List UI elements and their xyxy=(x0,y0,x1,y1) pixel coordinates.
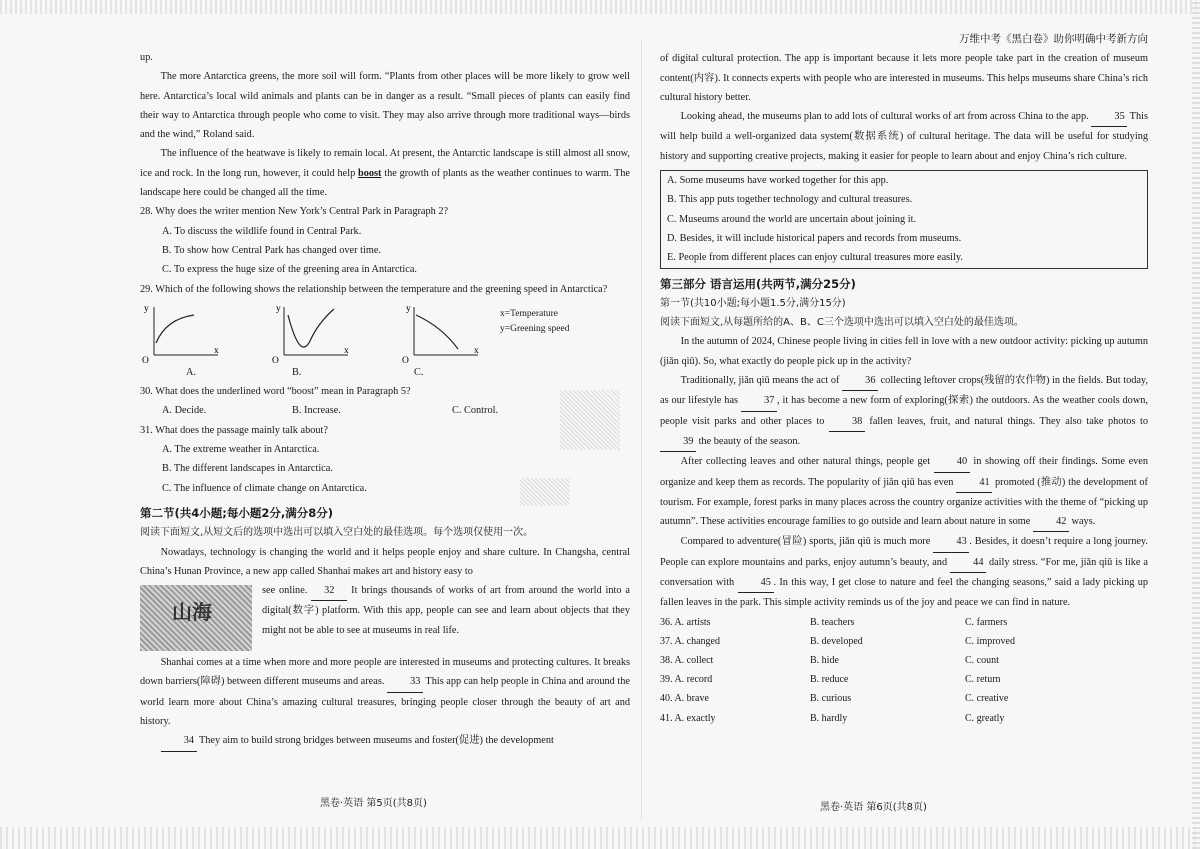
option: C. The influence of climate change on Antarctica. xyxy=(162,482,367,494)
text: The influence of the heatwave is likely to remain local. At present, the Antarctic landscape is still almost all snow, ice and rock. In the long run, however, it could help xyxy=(140,148,631,179)
blank-43: 43 xyxy=(933,532,969,552)
text: , it has become a new form of exploring(探索) the outdoors. As the weather cools down, people visit parks and other places to xyxy=(660,395,1148,427)
legend-y: y=Greening speed xyxy=(500,323,570,334)
text: . In this way, I get close to nature and feel the changing seasons,” said a lady picking up fallen leaves in the park. This simple activity reminds us of the joy and peace we can find in nature. xyxy=(660,577,1148,609)
text: ways. xyxy=(1068,516,1096,528)
graph-b xyxy=(260,301,380,363)
blank-32: 32 xyxy=(311,581,347,601)
scan-edge-top xyxy=(0,0,1200,14)
right-page xyxy=(660,30,1148,728)
blank-33: 33 xyxy=(387,672,423,692)
paragraph xyxy=(140,653,630,731)
graph-c xyxy=(380,301,500,363)
x-axis-label: x xyxy=(474,345,479,356)
choice: B. reduce xyxy=(810,674,849,686)
question-29: 29. Which of the following shows the relationship between the temperature and the greening speed in Antarctica? xyxy=(140,283,608,295)
section-2-title: 第二节(共4小题;每小题2分,满分8分) xyxy=(140,505,333,520)
box-option-e: E. People from different places can enjoy cultural treasures more easily. xyxy=(667,252,963,264)
origin-label: O xyxy=(402,355,409,363)
text: in showing off their findings. Some even organize and keep them as records. The popularity of jiǎn qiū has even xyxy=(660,456,1149,488)
paragraph: Nowadays, technology is changing the world and it helps people enjoy and share culture. In Changsha, central China’s Hunan Province, a new app called Shanhai makes art and history easy to xyxy=(140,546,630,577)
text: Looking ahead, the museums plan to add lots of cultural works of art from across China to the app. xyxy=(680,111,1092,123)
y-axis-label: y xyxy=(406,303,411,314)
section-2-instructions: 阅读下面短文,从短文后的选项中选出可以填入空白处的最佳选项。每个选项仅使用一次。 xyxy=(140,527,534,539)
text: see online. xyxy=(262,585,312,597)
blank-38: 38 xyxy=(829,412,865,432)
choice: B. curious xyxy=(810,693,852,705)
paragraph: In the autumn of 2024, Chinese people living in cities fell in love with a new outdoor activity: picking up autumn (jiǎn qiū). So, what exactly do people pick up in the activity? xyxy=(660,336,1148,367)
text: This will help build a well-organized data system(数据系统) of cultural heritage. The data will be useful for studying history and supporting creative projects, making it easier for people to learn about and enjoy China’s rich culture. xyxy=(660,111,1148,162)
graph-label-b: B. xyxy=(292,366,302,378)
section-1-instructions: 阅读下面短文,从每题所给的A、B、C三个选项中选出可以填入空白处的最佳选项。 xyxy=(660,317,1024,329)
blank-42: 42 xyxy=(1033,512,1069,532)
blank-37: 37 xyxy=(741,391,777,411)
text: fallen leaves, fruit, and natural things. They also take photos to xyxy=(864,415,1148,427)
text: It brings thousands of works of art from around the world into a digital(数字) platform. With this app, people can see and learn about objects that they might not be able to see at museums in real life. xyxy=(262,585,631,636)
legend-x: x=Temperature xyxy=(500,308,558,319)
graph-letters xyxy=(140,363,630,382)
x-axis-label: x xyxy=(214,345,219,356)
option: A. Decide. xyxy=(162,405,207,417)
options-30 xyxy=(140,401,630,420)
scan-edge-bottom xyxy=(0,827,1200,849)
choice: 40. A. brave xyxy=(660,693,709,705)
choice: C. count xyxy=(965,655,999,667)
text: This app can help people in China and around the world learn more about China’s amazing cultural treasures, bringing people closer through the beauty of art and history. xyxy=(140,676,630,728)
choice: 36. A. artists xyxy=(660,616,711,628)
paragraph xyxy=(140,731,630,751)
text: Compared to adventure(冒险) sports, jiǎn qiū is much more xyxy=(680,536,934,548)
choice: C. improved xyxy=(965,635,1015,647)
box-option-d: D. Besides, it will include historical papers and records from museums. xyxy=(667,232,962,244)
box-option-a: A. Some museums have worked together for this app. xyxy=(667,175,889,187)
choice: B. hide xyxy=(810,655,839,667)
choice: B. developed xyxy=(810,635,863,647)
y-axis-label: y xyxy=(276,303,281,314)
choice: 41. A. exactly xyxy=(660,712,716,724)
blank-39: 39 xyxy=(660,432,696,452)
origin-label: O xyxy=(142,355,149,363)
blank-41: 41 xyxy=(956,473,992,493)
choice: C. farmers xyxy=(965,616,1008,628)
paragraph xyxy=(660,532,1148,612)
question-30: 30. What does the underlined word “boost” mean in Paragraph 5? xyxy=(140,386,411,398)
option: C. To express the huge size of the greening area in Antarctica. xyxy=(162,264,417,276)
choice: 37. A. changed xyxy=(660,635,720,647)
paragraph xyxy=(660,107,1148,166)
box-option-b: B. This app puts together technology and cultural treasures. xyxy=(667,194,913,206)
text: . Besides, it doesn’t require a long journey. People can explore mountains and parks, enjoy autumn’s beauty, and xyxy=(660,536,1148,568)
option: A. To discuss the wildlife found in Central Park. xyxy=(162,225,362,237)
paragraph: of digital cultural protection. The app is important because it lets more people take part in the creation of museum content(内容). It connects experts with people who are interested in museums. This helps museums share China’s rich cultural history better. xyxy=(660,53,1148,103)
blank-44: 44 xyxy=(950,553,986,573)
option: C. Control. xyxy=(452,405,499,417)
text: They aim to build strong bridges between museums and foster(促进) the development xyxy=(196,735,554,747)
y-axis-label: y xyxy=(144,303,149,314)
image-text: 山海 xyxy=(172,600,212,625)
page-header: 万维中考《黑白卷》助你明确中考新方向 xyxy=(959,33,1148,45)
paragraph xyxy=(660,371,1148,452)
paragraph xyxy=(660,452,1148,532)
option: B. To show how Central Park has changed over time. xyxy=(162,244,381,256)
scan-edge-right xyxy=(1192,0,1200,849)
para-fragment: up. xyxy=(140,52,153,63)
choice: C. return xyxy=(965,674,1001,686)
paragraph: The more Antarctica greens, the more soil will form. “Plants from other places will be more likely to grow well here. Antarctica’s local wild animals and plants can be in danger as a result. “Small pieces of plants can easily find their way to Antarctica through people who come to visit. They may also arrive through more traditional ways—birds and the wind,” Roland said. xyxy=(140,71,630,141)
page-divider xyxy=(641,40,642,820)
choice: B. hardly xyxy=(810,712,848,724)
question-28: 28. Why does the writer mention New York’s Central Park in Paragraph 2? xyxy=(140,206,449,218)
underlined-word: boost xyxy=(358,167,382,179)
origin-label: O xyxy=(272,355,279,363)
choice: C. greatly xyxy=(965,712,1005,724)
choice: 38. A. collect xyxy=(660,655,714,667)
x-axis-label: x xyxy=(344,345,349,356)
text: promoted (推动) the development of tourism. For example, forest parks in many places across the country organize activities with the theme of “picking up autumn”. These activities encourage families to go outside and learn about nature in some xyxy=(660,476,1148,528)
graph-label-a: A. xyxy=(186,366,197,378)
page-footer-left: 黑卷·英语 第5页(共8页) xyxy=(320,798,427,809)
text: the beauty of the season. xyxy=(696,435,801,447)
box-option-c: C. Museums around the world are uncertain about joining it. xyxy=(667,213,917,225)
question-31: 31. What does the passage mainly talk about? xyxy=(140,424,328,436)
option: B. The different landscapes in Antarctica. xyxy=(162,463,333,475)
blank-40: 40 xyxy=(934,452,970,472)
blank-35: 35 xyxy=(1091,107,1127,127)
option: A. The extreme weather in Antarctica. xyxy=(162,444,320,456)
text: daily stress. “For me, jiǎn qiū is like a conversation with xyxy=(660,556,1148,589)
blank-36: 36 xyxy=(842,371,878,391)
text: the growth of plants as the weather continues to warm. The landscape here could be changed all the time. xyxy=(140,167,630,199)
text: Traditionally, jiǎn qiū means the act of xyxy=(680,375,843,387)
blank-45: 45 xyxy=(738,573,774,593)
graph-label-c: C. xyxy=(414,366,424,378)
choice: 39. A. record xyxy=(660,674,713,686)
choice: C. creative xyxy=(965,693,1009,705)
options-box xyxy=(660,170,1148,268)
left-page xyxy=(140,48,630,752)
section-1-title: 第一节(共10小题;每小题1.5分,满分15分) xyxy=(660,297,846,309)
text: After collecting leaves and other natural things, people get xyxy=(680,456,934,468)
choice: B. teachers xyxy=(810,616,855,628)
text: Shanhai comes at a time when more and more people are interested in museums and protecting cultures. It breaks down barriers(障碍) between different museums and areas. xyxy=(140,657,630,688)
blank-34: 34 xyxy=(161,731,197,751)
graph-legend xyxy=(500,301,569,363)
app-image xyxy=(140,585,252,651)
paragraph xyxy=(140,144,630,202)
text: collecting leftover crops(残留的农作物) in the fields. But today, as our lifestyle has xyxy=(660,375,1148,407)
choice-grid xyxy=(660,613,1148,728)
part-3-title: 第三部分 语言运用(共两节,满分25分) xyxy=(660,276,856,291)
page-footer-right: 黑卷·英语 第6页(共8页) xyxy=(820,802,927,813)
graph-options xyxy=(140,301,630,363)
option: B. Increase. xyxy=(292,405,341,417)
graph-a xyxy=(140,301,260,363)
